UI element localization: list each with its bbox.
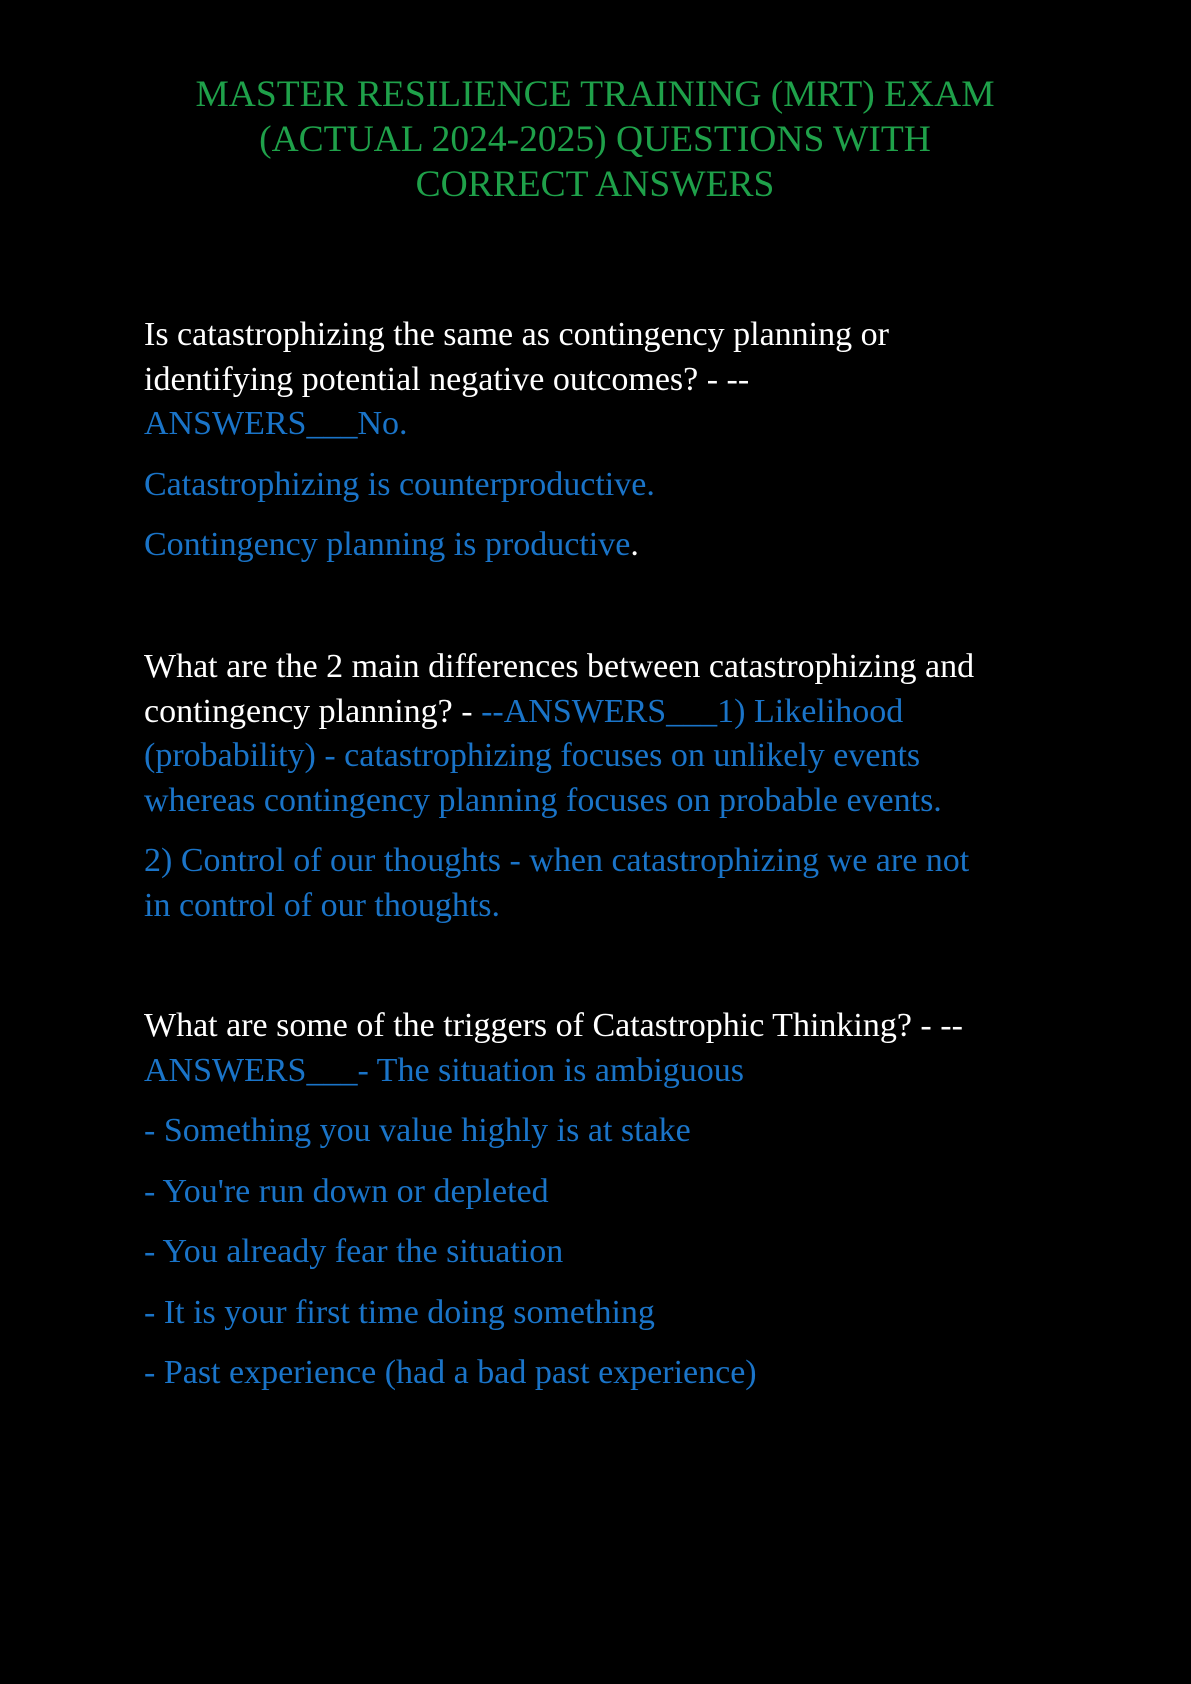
title-line-3: CORRECT ANSWERS <box>415 164 775 205</box>
answer-3-line-1: ANSWERS___- The situation is ambiguous <box>144 1051 745 1089</box>
question-3-line-1: What are some of the triggers of Catastrophic Thinking? - -- <box>144 1007 963 1044</box>
answer-2-paragraph-2-line-1: 2) Control of our thoughts - when catastrophizing we are not <box>144 842 970 879</box>
question-1-line-2: identifying potential negative outcomes? - -- <box>144 360 750 398</box>
answer-1-paragraph-3-text: Contingency planning is productive <box>144 526 631 563</box>
title-line-2: (ACTUAL 2024-2025) QUESTIONS WITH <box>259 119 931 160</box>
trigger-list-item: - Past experience (had a bad past experience) <box>144 1354 757 1391</box>
answer-2-line-start: --ANSWERS___1) Likelihood <box>481 692 904 730</box>
trigger-list-item: - Something you value highly is at stake <box>144 1112 691 1149</box>
answer-1-paragraph-2: Catastrophizing is counterproductive. <box>144 465 655 503</box>
qa-block-1 <box>144 313 1044 568</box>
question-2-line-2 <box>144 690 1044 735</box>
answer-2-line-4: whereas contingency planning focuses on probable events. <box>144 781 942 819</box>
answer-2-line-3: (probability) - catastrophizing focuses on unlikely events <box>144 737 921 774</box>
question-2-line-2-text: contingency planning? - <box>144 692 482 730</box>
document-title <box>120 72 1070 207</box>
answer-1-paragraph-3-period: . <box>630 526 639 563</box>
trigger-list-item: - You already fear the situation <box>144 1233 564 1270</box>
trigger-list-item: - It is your first time doing something <box>144 1293 655 1331</box>
question-1-line-1: Is catastrophizing the same as contingency planning or <box>144 316 889 353</box>
answer-1-line-1: ANSWERS___No. <box>144 405 408 442</box>
qa-block-3 <box>144 1004 1044 1396</box>
title-line-1: MASTER RESILIENCE TRAINING (MRT) EXAM <box>195 74 995 115</box>
question-2-line-1: What are the 2 main differences between catastrophizing and <box>144 648 975 685</box>
answer-1-paragraph-3 <box>144 523 1044 568</box>
answer-2-paragraph-2-line-2: in control of our thoughts. <box>144 886 501 924</box>
trigger-list-item: - You're run down or depleted <box>144 1172 549 1210</box>
qa-block-2 <box>144 645 1044 928</box>
